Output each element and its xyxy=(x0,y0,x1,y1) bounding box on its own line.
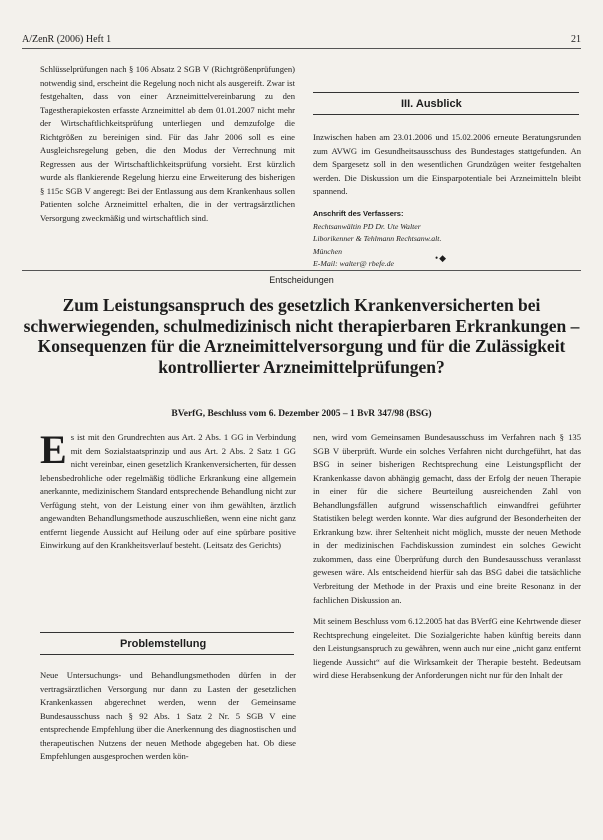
author-address-label: Anschrift des Verfassers: xyxy=(313,209,404,218)
rubric-label: Entscheidungen xyxy=(22,270,581,285)
section-heading-ausblick: III. Ausblick xyxy=(313,92,579,115)
ausblick-column xyxy=(313,131,581,199)
journal-reference: A/ZenR (2006) Heft 1 xyxy=(22,34,112,45)
drop-cap: E xyxy=(40,427,67,472)
article-headline: Zum Leistungsanspruch des gesetzlich Krankenversicherten bei schwerwiegenden, schulmedizinisch nicht therapierbaren Erkrankungen – Konsequenzen für die Arzneimittelversorgung und für die Zulässigkeit kontrollierter Arzneimittelprüfungen? xyxy=(23,295,580,377)
paragraph: nen, wird vom Gemeinsamen Bundesausschuss im Verfahren nach § 135 SGB V überprüft. Wurde ein solches Verfahren nicht durchgeführt, hat das BSG in seiner bisherigen Rechtsprechung eine Leistungspflicht der Krankenkasse davon abhängig gemacht, dass der Erfolg der neuen Therapie in einer für die sichere Beurteilung ausreichenden Zahl von Behandlungsfällen aufgrund wissenschaftlich einwandfrei geführter Statistiken belegt werden konnte. War dies aufgrund der Besonderheiten der Erkrankung bzw. ihrer Seltenheit nicht möglich, musste der neuen Methode in der medizinischen Fachdiskussion zumindest ein solches Gewicht zukommen, dass eine Überprüfung durch den Bundesausschuss veranlasst gewesen wäre. Als entscheidend hierfür sah das BSG dabei die tatsächliche Verbreitung der Methode in der Praxis und eine breite Resonanz in der fachlichen Diskussion an. xyxy=(313,432,581,605)
previous-article-column xyxy=(40,63,295,226)
body-right-column xyxy=(313,431,581,683)
leitsatz-column xyxy=(40,427,296,553)
author-line: Rechtsanwältin PD Dr. Ute Walter xyxy=(313,221,421,231)
section-heading-problemstellung: Problemstellung xyxy=(40,632,294,655)
paragraph: Neue Untersuchungs- und Behandlungsmethoden dürfen in der vertragsärztlichen Versorgung nur dann zu Lasten der gesetzlichen Krankenkassen abgerechnet werden, wenn der Gemeinsame Bundesausschuss nach § 92 Abs. 1 Satz 2 Nr. 5 SGB V eine entsprechende Empfehlung über die Anerkennung des diagnostischen und therapeutischen Nutzens der neuen Methode abgegeben hat. Ob diese Empfehlungen ausgesprochen werden kön- xyxy=(40,670,296,762)
decision-citation: BVerfG, Beschluss vom 6. Dezember 2005 – 1 BvR 347/98 (BSG) xyxy=(171,409,432,419)
author-line: München xyxy=(313,246,343,256)
leitsatz-text: s ist mit den Grundrechten aus Art. 2 Abs. 1 GG in Verbindung mit dem Sozialstaatsprinzip und aus Art. 2 Abs. 2 Satz 1 GG nicht vereinbar, einen gesetzlich Krankenversicherten, für dessen lebensbedrohliche oder regelmäßig tödliche Erkrankung eine allgemein anerkannte, medizinischem Standard entsprechende Behandlung nicht zur Verfügung steht, von der Leistung einer von ihm gewählten, ärztlich angewandten Behandlungsmethode auszuschließen, wenn eine nicht ganz entfernt liegende Aussicht auf Heilung oder auf eine spürbare positive Einwirkung auf den Krankheitsverlauf besteht. (Leitsatz des Gerichts) xyxy=(40,432,296,551)
running-header xyxy=(22,34,581,49)
author-line: E-Mail: walter@ rbefe.de xyxy=(313,259,395,268)
author-line: Liborikenner & Tehlmann Rechtsanw.alt. xyxy=(313,234,442,243)
problemstellung-column xyxy=(40,669,296,764)
leitsatz-paragraph xyxy=(40,427,296,553)
paragraph: Mit seinem Beschluss vom 6.12.2005 hat das BVerfG eine Kehrtwende dieser Rechtsprechung eingeleitet. Die Sozialgerichte haben künftig bereits dann den Leistungsanspruch zu gewähren, wenn auch nur eine „nicht ganz entfernt liegende Aussicht“ auf die Wirksamkeit der Therapie besteht. Bedeutsam wird diese Herabsenkung der Anforderungen nicht nur für den Inhalt der xyxy=(313,616,581,681)
paragraph: Inzwischen haben am 23.01.2006 und 15.02.2006 erneute Beratungsrunden zum AVWG im Gesundheitsausschuss des Bundestages stattgefunden. An dem Spargesetz soll in den wesentlichen Grundzügen weiter festgehalten werden. Die Diskussion um die Einsparpotentiale bei Arzneimitteln bleibt spannend. xyxy=(313,132,581,197)
end-mark-decoration: •◆ xyxy=(435,253,448,263)
paragraph: Schlüsselprüfungen nach § 106 Absatz 2 SGB V (Richtgrößenprüfungen) notwendig sind, erscheint die Regelung noch nicht als ausgereift. Zwar ist festgehalten, dass von einer Arzneimittelvereinbarung zu den Tagestherapiekosten erfasste Arzneimittel ab dem 01.01.2007 nicht mehr der Wirtschaftlichkeitsprüfung unterliegen und demzufolge die Richtgrößen zu bereinigen sind. Für das Jahr 2006 soll es eine Ausgleichsregelung geben, die den Modus der Verrechnung mit Regressen aus der Wirtschaftlichkeitsprüfung vorsieht. Erst kürzlich wurde als flankierende Regelung hierzu eine Erweiterung des bisherigen § 115c SGB V angeregt: Bei der Entlassung aus dem Krankenhaus sollen Patienten solche Arzneimittel erhalten, die in der vertragsärztlichen Versorgung zweckmäßig und wirtschaftlich sind. xyxy=(40,64,295,224)
page-number: 21 xyxy=(571,34,581,45)
